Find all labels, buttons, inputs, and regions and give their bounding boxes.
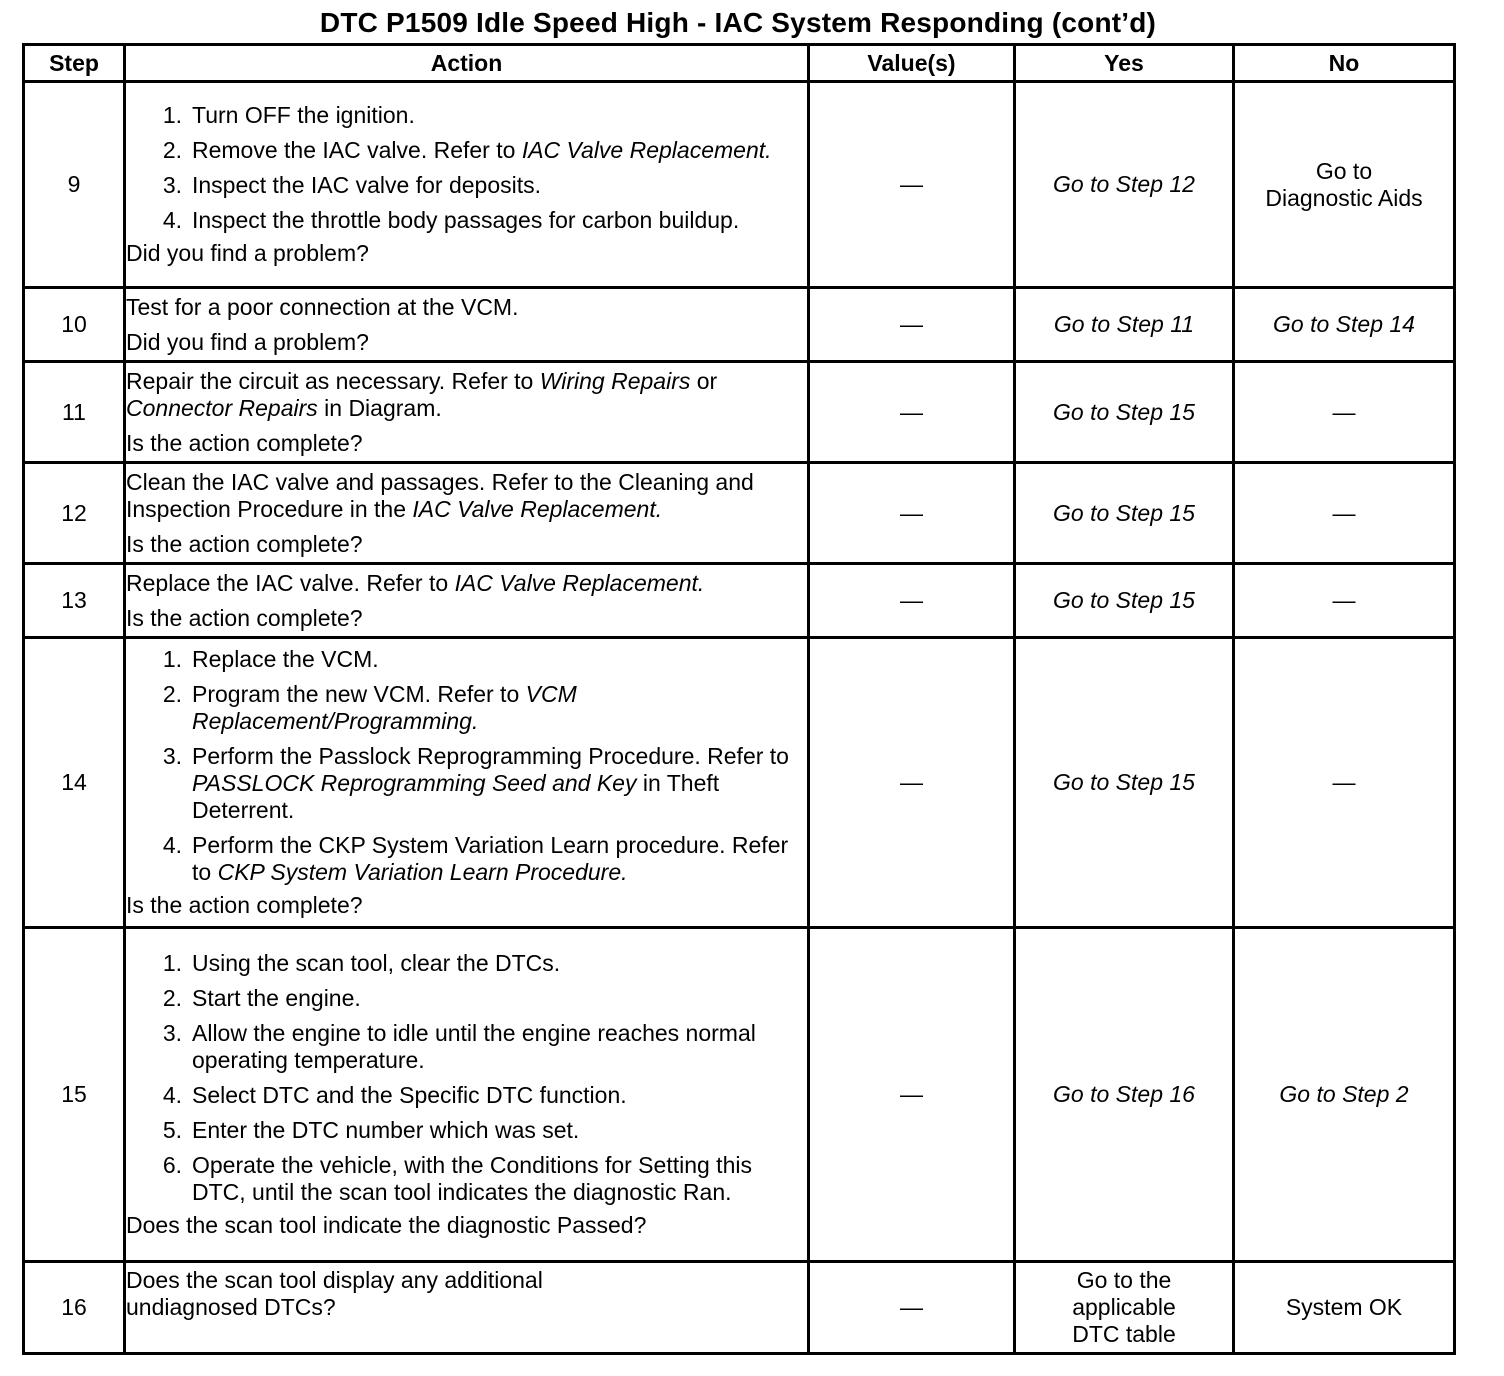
- header-yes: Yes: [1015, 45, 1234, 82]
- no-value: —: [1234, 362, 1455, 463]
- yes-link[interactable]: Go to Step 15: [1015, 463, 1234, 564]
- no-value: —: [1234, 564, 1455, 638]
- list-item: 3. Inspect the IAC valve for deposits.: [162, 172, 542, 198]
- value-cell: —: [809, 288, 1015, 362]
- action-text: Repair the circuit as necessary. Refer to Wiring Repairs or Connector Repairs in Diagram.: [126, 367, 718, 421]
- list-item: 4. Inspect the throttle body passages for carbon buildup.: [162, 207, 740, 233]
- value-cell: —: [809, 638, 1015, 928]
- step-number: 13: [24, 564, 125, 638]
- list-item: 3. Perform the Passlock Reprogramming Procedure. Refer to PASSLOCK Reprogramming Seed and Key in Theft Deterrent.: [162, 743, 789, 823]
- list-item: 6. Operate the vehicle, with the Conditions for Setting this DTC, until the scan tool indicates the diagnostic Ran.: [162, 1152, 752, 1205]
- question-text: Is the action complete?: [126, 604, 363, 631]
- step-number: 12: [24, 463, 125, 564]
- list-item: 3. Allow the engine to idle until the engine reaches normal operating temperature.: [162, 1020, 756, 1073]
- action-text: Test for a poor connection at the VCM.: [126, 293, 519, 320]
- action-text: Clean the IAC valve and passages. Refer to the Cleaning and Inspection Procedure in the IAC Valve Replacement.: [126, 468, 754, 522]
- header-values: Value(s): [809, 45, 1015, 82]
- list-item: 2. Start the engine.: [162, 985, 361, 1011]
- step-number: 10: [24, 288, 125, 362]
- list-item: 5. Enter the DTC number which was set.: [162, 1117, 580, 1143]
- list-item: 4. Perform the CKP System Variation Learn procedure. Refer to CKP System Variation Learn Procedure.: [162, 832, 789, 885]
- table-row-step-11: [24, 362, 1455, 463]
- value-cell: —: [809, 362, 1015, 463]
- header-action: Action: [125, 45, 809, 82]
- question-text: Is the action complete?: [126, 429, 363, 456]
- step-number: 14: [24, 638, 125, 928]
- step-number: 16: [24, 1262, 125, 1354]
- action-cell: [125, 362, 809, 463]
- action-cell: [125, 928, 809, 1262]
- question-text: Does the scan tool display any additional undiagnosed DTCs?: [126, 1267, 543, 1320]
- table-row-step-12: [24, 463, 1455, 564]
- list-item: 1. Turn OFF the ignition.: [162, 102, 415, 128]
- table-row-step-13: [24, 564, 1455, 638]
- action-list: [126, 950, 807, 1206]
- value-cell: —: [809, 82, 1015, 288]
- header-step: Step: [24, 45, 125, 82]
- yes-link[interactable]: Go to Step 15: [1015, 564, 1234, 638]
- action-cell: [125, 82, 809, 288]
- action-list: [126, 646, 807, 886]
- no-value: —: [1234, 463, 1455, 564]
- diagnostic-table: [22, 43, 1456, 1355]
- yes-link[interactable]: Go to Step 12: [1015, 82, 1234, 288]
- action-text: Replace the IAC valve. Refer to IAC Valve Replacement.: [126, 569, 705, 596]
- table-row-step-15: [24, 928, 1455, 1262]
- yes-link[interactable]: Go to Step 15: [1015, 362, 1234, 463]
- page-title: DTC P1509 Idle Speed High - IAC System Responding (cont’d): [319, 7, 1157, 38]
- value-cell: —: [809, 1262, 1015, 1354]
- action-cell: [125, 638, 809, 928]
- step-number: 9: [24, 82, 125, 288]
- value-cell: —: [809, 928, 1015, 1262]
- action-cell: [125, 288, 809, 362]
- yes-link[interactable]: Go to Step 15: [1015, 638, 1234, 928]
- value-cell: —: [809, 463, 1015, 564]
- table-row-step-14: [24, 638, 1455, 928]
- list-item: 1. Replace the VCM.: [162, 646, 379, 672]
- list-item: 2. Program the new VCM. Refer to VCM Replacement/Programming.: [162, 681, 577, 734]
- table-row-step-10: [24, 288, 1455, 362]
- action-cell: [125, 564, 809, 638]
- action-cell: [125, 463, 809, 564]
- table-row-step-9: [24, 82, 1455, 288]
- value-cell: —: [809, 564, 1015, 638]
- no-value: —: [1234, 638, 1455, 928]
- no-link[interactable]: Go to Step 2: [1234, 928, 1455, 1262]
- yes-link[interactable]: Go to Step 16: [1015, 928, 1234, 1262]
- question-text: Is the action complete?: [126, 530, 363, 557]
- no-link[interactable]: Go to Diagnostic Aids: [1234, 82, 1455, 288]
- question-text: Is the action complete?: [126, 892, 363, 918]
- header-row: [24, 45, 1455, 82]
- step-number: 11: [24, 362, 125, 463]
- list-item: 4. Select DTC and the Specific DTC function.: [162, 1082, 627, 1108]
- table-row-step-16: [24, 1262, 1455, 1354]
- question-text: Does the scan tool indicate the diagnostic Passed?: [126, 1212, 647, 1238]
- question-text: Did you find a problem?: [126, 240, 369, 266]
- action-list: [126, 102, 807, 234]
- list-item: 2. Remove the IAC valve. Refer to IAC Valve Replacement.: [162, 137, 772, 163]
- step-number: 15: [24, 928, 125, 1262]
- header-no: No: [1234, 45, 1455, 82]
- yes-link[interactable]: Go to Step 11: [1015, 288, 1234, 362]
- no-value: System OK: [1234, 1262, 1455, 1354]
- action-cell: [125, 1262, 809, 1354]
- question-text: Did you find a problem?: [126, 328, 369, 355]
- no-link[interactable]: Go to Step 14: [1234, 288, 1455, 362]
- list-item: 1. Using the scan tool, clear the DTCs.: [162, 950, 561, 976]
- yes-link[interactable]: Go to the applicable DTC table: [1015, 1262, 1234, 1354]
